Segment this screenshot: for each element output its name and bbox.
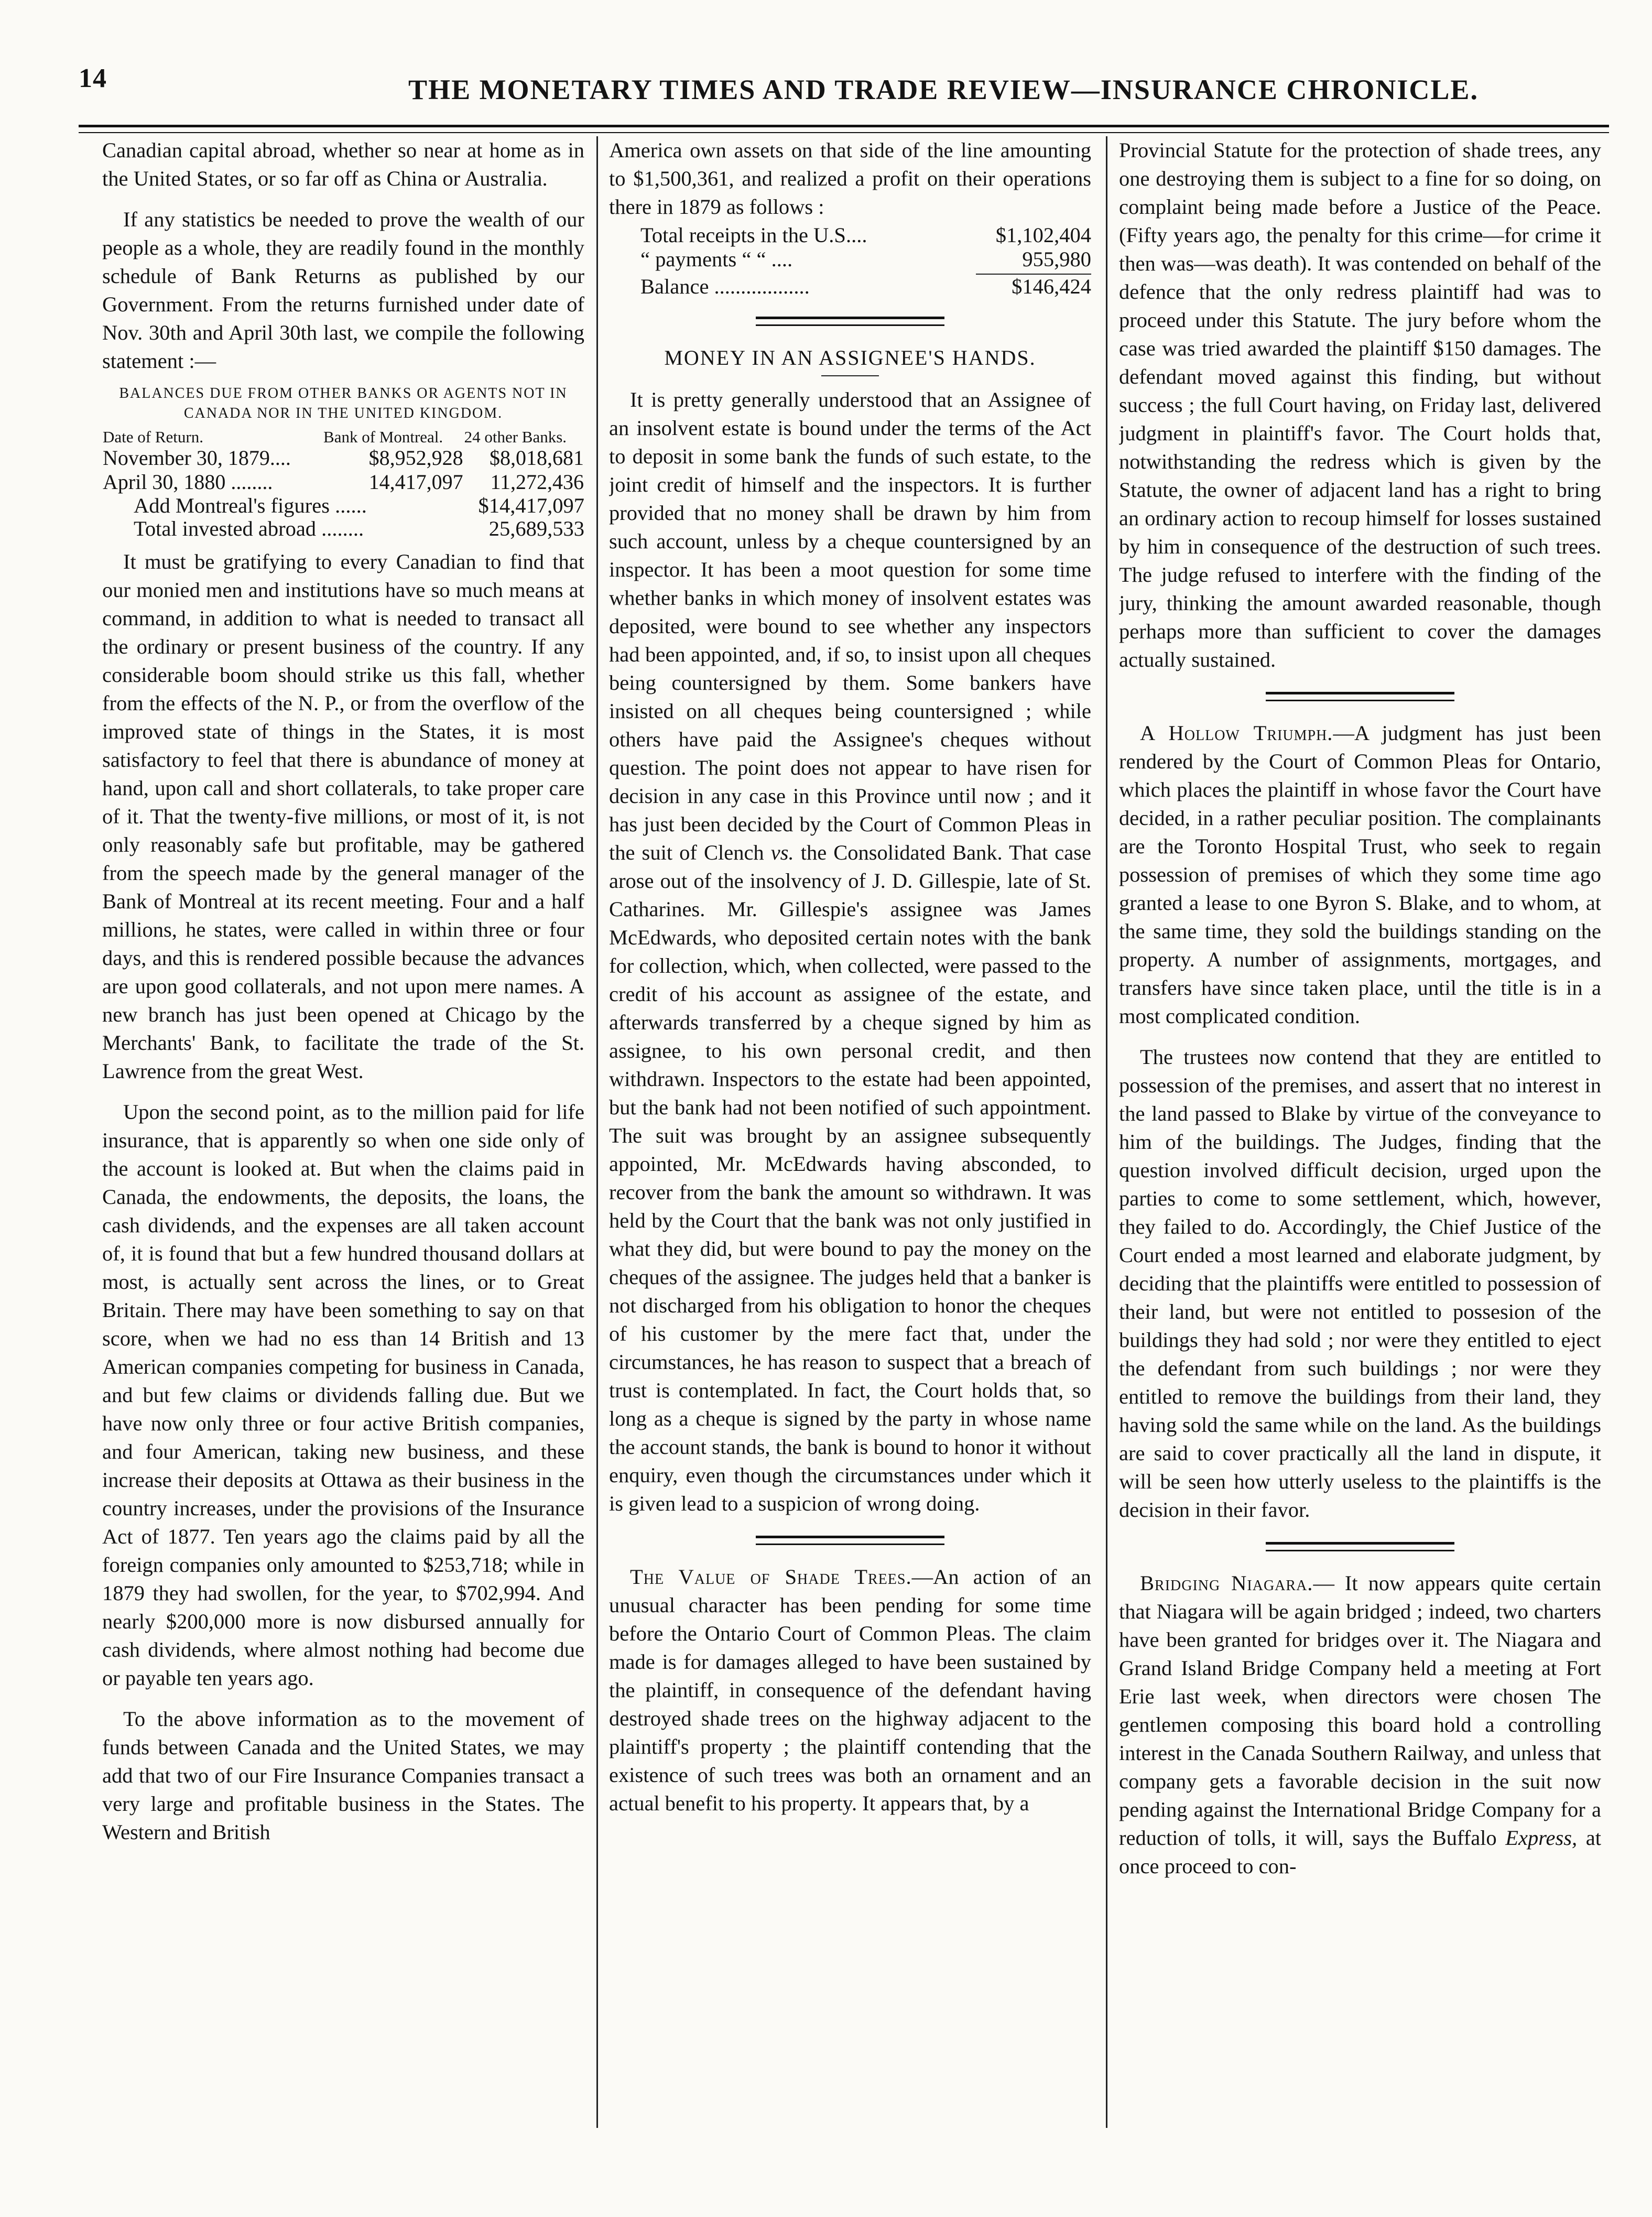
section-divider	[1266, 1542, 1454, 1551]
text-run: — It now appears quite certain that Niagara will be again bridged ; indeed, two charters have been granted for bridges over it. The Niagara and Grand Island Bridge Company held a meeting at Fort Erie last week, when directors were chosen The gentlemen composing this board hold a controlling interest in the Canada Southern Railway, and unless that company gets a favorable decision in the suit now pending against the International Bridge Company for a reduction of tolls, it will, says the Buffalo	[1119, 1571, 1601, 1850]
receipts-value: $1,102,404	[995, 223, 1091, 247]
paragraph: The trustees now contend that they are entitled to possession of the premises, and assert that no interest in the land passed to Blake by virtue of the conveyance to him of the buildings. The Judges, finding that the question involved difficult decision, urged upon the parties to come to some settlement, which, however, they failed to do. Accordingly, the Chief Justice of the Court ended a most learned and elaborate judgment, by deciding that the plaintiffs were entitled to possession of their land, but were not entitled to possesion of the buildings they had sold ; nor were they entitled to eject the defendant from such buildings ; nor were they entitled to remove the buildings from their land, they having sold the same while on the land. As the buildings are said to cover practically all the land in dispute, it will be seen how utterly useless to the plaintiffs is the decision in their favor.	[1119, 1045, 1601, 1522]
text-run: —A judgment has just been rendered by the Court of Common Pleas for Ontario, which places the plaintiff in whose favor the Court have decided, in a rather peculiar position. The complainants are the Toronto Hospital Trust, who seek to regain possession of premises of which they some time ago granted a lease to one Byron S. Blake, and to whom, at the same time, they sold the buildings standing on the property. A number of assignments, mortgages, and transfers have since taken place, until the title is in a most complicated condition.	[1119, 721, 1601, 1028]
section-divider	[1266, 692, 1454, 701]
article-heading: Bridging Niagara.	[1140, 1571, 1313, 1595]
receipts-row	[640, 223, 1091, 247]
add-label: Add Montreal's figures ......	[134, 494, 367, 517]
text-run: —An action of an unusual character has been pending for some time before the Ontario Court of Common Pleas. The claim made is for damages alleged to have been sustained by the plaintiff, in consequence of the defendant having destroyed shade trees on the highway adjacent to the plaintiff's property ; the plaintiff contending that the existence of such trees was both an ornament and an actual benefit to his property. It appears that, by a	[609, 1565, 1091, 1815]
balance-label: Balance ..................	[640, 275, 810, 298]
paragraph	[609, 386, 1091, 1518]
paragraph: Upon the second point, as to the million paid for life insurance, that is apparently so when one side only of the account is looked at. But when the claims paid in Canada, the endowments, the deposits, the loans, the cash dividends, and the expenses are all taken account of, it is found that but a few hundred thousand dollars at most, is actually sent across the lines, or to Great Britain. There may have been something to say on that score, when we had no ess than 14 British and 13 American companies competing for business in Canada, and but few claims or dividends falling due. But we have now only three or four active British companies, and four American, taking new business, and these increase their deposits at Ottawa as their business in the country increases, under the provisions of the Insurance Act of 1877. Ten years ago the claims paid by all the foreign companies only amounted to $253,718; while in 1879 they had swollen, for the year, to $702,994. And nearly $200,000 more is now disbursed annually for cash dividends, where almost nothing had become due or payable ten years ago.	[102, 1100, 584, 1690]
article-heading: A Hollow Triumph.	[1140, 721, 1333, 745]
column-header-date: Date of Return.	[103, 428, 203, 446]
column-2	[609, 136, 1091, 2138]
payments-value: 955,980	[1022, 247, 1091, 271]
column-3	[1119, 136, 1601, 2138]
total-label: Total invested abroad ........	[134, 517, 364, 540]
payments-label: “ payments “ “ ....	[640, 247, 793, 271]
text-run: at once proceed to con-	[1119, 1826, 1601, 1878]
column-header-bank-of-montreal: Bank of Montreal.	[323, 428, 443, 446]
masthead-title: THE MONETARY TIMES AND TRADE REVIEW—INSURANCE CHRONICLE.	[408, 74, 1479, 105]
table-row	[102, 446, 584, 470]
cell-bom: $8,952,928	[368, 446, 463, 470]
cell-date: November 30, 1879....	[103, 446, 291, 470]
section-divider	[756, 317, 944, 326]
add-value: $14,417,097	[478, 494, 584, 517]
text-run: the Consolidated Bank. That case arose out of the insolvency of J. D. Gillespie, late of St. Catharines. Mr. Gillespie's assignee was James McEdwards, who deposited certain notes with the bank for collection, which, when collected, were passed to the credit of his account as assignee of the estate, and afterwards transferred by a cheque signed by him as assignee, to his own personal credit, and then withdrawn. Inspectors to the estate had been appointed, but the bank had not been notified of such appointment. The suit was brought by an assignee subsequently appointed, Mr. McEdwards having absconded, to recover from the bank the amount so withdrawn. It was held by the Court that the bank was not only justified in what they did, but were bound to pay the money on the cheques of the assignee. The judges held that a banker is not discharged from his obligation to honor the cheques of his customer by the mere fact that, under the circumstances, he has reason to suspect that a breach of trust is contemplated. In fact, the Court holds that, so long as a cheque is signed by the party in whose name the account stands, the bank is bound to honor it without enquiry, even though the circumstances under which it is given lead to a suspicion of wrong doing.	[609, 841, 1091, 1515]
add-montreal-row	[102, 494, 584, 517]
total-value: 25,689,533	[488, 517, 584, 540]
paragraph: It must be gratifying to every Canadian to find that our monied men and institutions have so much means at command, in addition to what is needed to transact all the ordinary or present business of the country. If any considerable boom should strike us this fall, whether from the effects of the N. P., or from the overflow of the improved state of things in the States, it is most satisfactory to feel that there is abundance of money at hand, upon call and short collaterals, to take proper care of it. That the twenty-five millions, or most of it, is not only reasonably safe but profitable, may be gathered from the speech made by the general manager of the Bank of Montreal at its recent meeting. Four and a half millions, he states, were called in within three or four days, and this is rendered possible because the advances are upon good collaterals, and not upon mere names. A new branch has just been opened at Chicago by the Merchants' Bank, to facilitate the trade of the St. Lawrence from the great West.	[102, 550, 584, 1083]
profit-statement	[640, 223, 1091, 299]
paragraph	[1119, 1569, 1601, 1881]
balance-value: $146,424	[1012, 275, 1091, 298]
balance-row	[640, 275, 1091, 299]
text-run-italic: vs.	[770, 841, 794, 864]
section-title: MONEY IN AN ASSIGNEE'S HANDS.	[664, 346, 1036, 370]
total-row	[102, 517, 584, 540]
page-number: 14	[79, 63, 107, 93]
column-divider	[1106, 136, 1107, 2128]
table-row	[102, 470, 584, 494]
text-run-italic: Express,	[1505, 1826, 1578, 1850]
cell-bom: 14,417,097	[368, 470, 463, 494]
newspaper-page	[79, 52, 1609, 2149]
column-header-other-banks: 24 other Banks.	[464, 428, 567, 446]
section-divider	[756, 1536, 944, 1545]
page-header	[79, 52, 1609, 121]
paragraph: To the above information as to the movement of funds between Canada and the United States, we may add that two of our Fire Insurance Companies transact a very large and profitable business in the States. The Western and British	[102, 1707, 584, 1844]
header-rule	[79, 125, 1609, 133]
table-title: BALANCES DUE FROM OTHER BANKS OR AGENTS NOT IN CANADA NOR IN THE UNITED KINGDOM.	[119, 385, 568, 421]
paragraph: Provincial Statute for the protection of shade trees, any one destroying them is subject to a fine for so doing, on complaint being made before a Justice of the Peace. (Fifty years ago, the penalty for this crime—for crime it then was—was death). It was contended on behalf of the defence that the only redress plaintiff had was to proceed under this Statute. The jury before whom the case was tried awarded the plaintiff $150 damages. The defendant moved against this finding, but without success ; the full Court having, on Friday last, delivered judgment in plaintiff's favor. The Court holds that, notwithstanding the redress which is given by the Statute, the owner of adjacent land has a right to bring an ordinary action to recoup himself for losses sustained by him in consequence of the destruction of such trees. The judge refused to interfere with the finding of the jury, thinking the amount awarded reasonable, though perhaps more than sufficient to cover the damages actually sustained.	[1119, 138, 1601, 671]
cell-date: April 30, 1880 ........	[103, 470, 273, 494]
paragraph: America own assets on that side of the line amounting to $1,500,361, and realized a profit on their operations there in 1879 as follows :	[609, 138, 1091, 219]
article-heading: The Value of Shade Trees.	[630, 1565, 912, 1589]
balances-table	[102, 384, 584, 540]
column-divider	[596, 136, 598, 2128]
paragraph	[1119, 719, 1601, 1030]
cell-other: 11,272,436	[490, 470, 584, 494]
paragraph: If any statistics be needed to prove the wealth of our people as a whole, they are readily found in the monthly schedule of Bank Returns as published by our Government. From the returns furnished under date of Nov. 30th and April 30th last, we compile the following statement :—	[102, 208, 584, 373]
cell-other: $8,018,681	[490, 446, 584, 470]
title-rule	[821, 375, 879, 376]
payments-row	[640, 247, 1091, 271]
text-run: It is pretty generally understood that an Assignee of an insolvent estate is bound under the terms of the Act to deposit in some bank the funds of such estate, to the joint credit of himself and the inspectors. It is further provided that no money shall be drawn by him from such account, unless by a cheque countersigned by an inspector. It has been a moot question for some time whether banks in which money of insolvent estates was deposited, were bound to see whether any inspectors had been appointed, and, if so, to insist upon all cheques being countersigned by them. Some bankers have insisted on all cheques being countersigned ; while others have paid the Assignee's cheques without question. The point does not appear to have risen for decision in any case in this Province until now ; and it has just been decided by the Court of Common Pleas in the suit of Clench	[609, 388, 1091, 864]
paragraph	[609, 1563, 1091, 1818]
paragraph: Canadian capital abroad, whether so near at home as in the United States, or so far off as China or Australia.	[102, 138, 584, 190]
receipts-label: Total receipts in the U.S....	[640, 223, 867, 247]
column-1	[102, 136, 584, 2138]
